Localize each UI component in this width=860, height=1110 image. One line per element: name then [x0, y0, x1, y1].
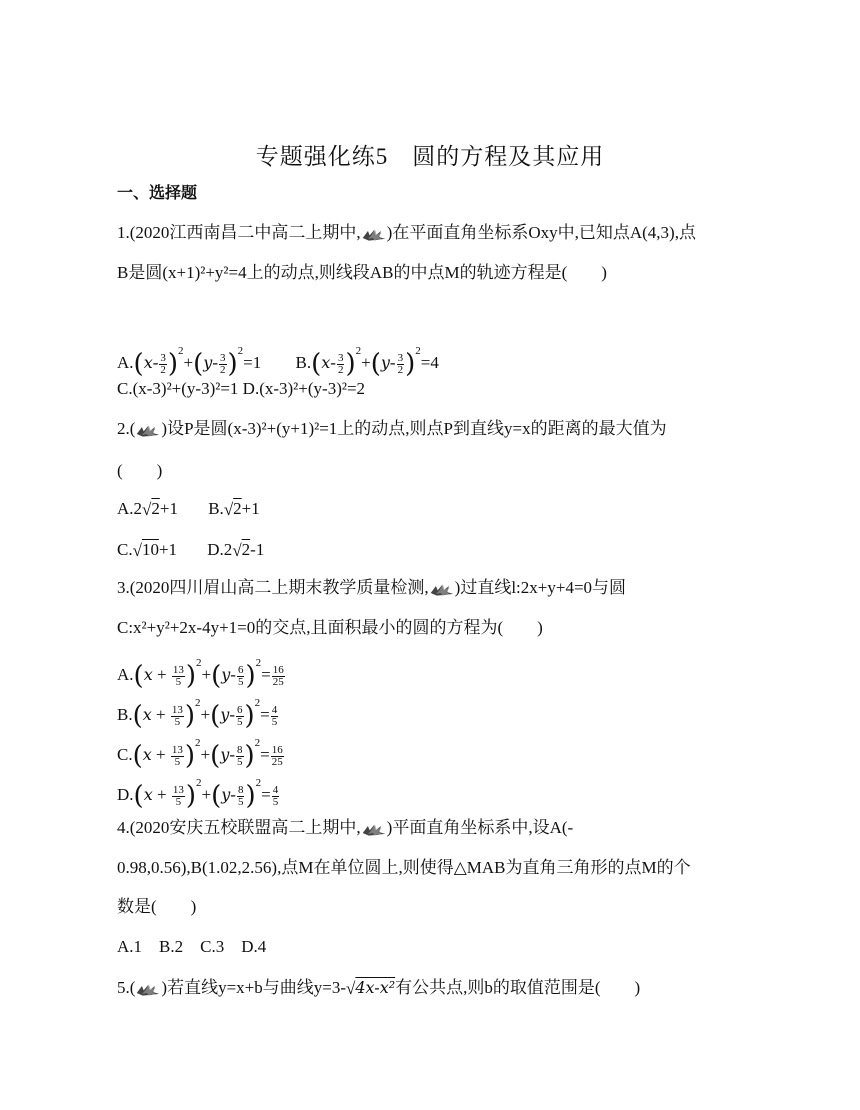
difficulty-star-icon	[429, 582, 455, 597]
question-4-line-2: 0.98,0.56),B(1.02,2.56),点M在单位圆上,则使得△MAB为直角三角形的点M的个	[117, 858, 691, 877]
option-b[interactable]: B.(x- $\frac{3}{2}$ )$^2$+(y- $\frac{3}{2}$ )$^2$=4	[295, 345, 439, 380]
option-b[interactable]: B.√2+1	[208, 499, 260, 520]
question-1-options-ab	[117, 340, 439, 380]
page-title: 专题强化练5 圆的方程及其应用	[255, 144, 605, 169]
question-5-line-1: 5.( )若直线y=x+b与曲线y=3-√4x-x²有公共点,则b的取值范围是( )	[117, 978, 641, 999]
question-3-line-2: C:x²+y²+2x-4y+1=0的交点,且面积最小的圆的方程为( )	[117, 618, 543, 637]
question-3-line-1: 3.(2020四川眉山高二上期末教学质量检测, )过直线l:2x+y+4=0与圆	[117, 578, 627, 597]
difficulty-star-icon	[361, 227, 387, 242]
question-2-line-1: 2.( )设P是圆(x-3)²+(y+1)²=1上的动点,则点P到直线y=x的距离的最大值为	[117, 419, 667, 438]
option-b[interactable]: B.(x + $\frac{13}{5}$ )$^2$+(y- $\frac{6}{5}$ )$^2$= $\frac{4}{5}$	[117, 697, 278, 732]
option-c[interactable]: C.√10+1	[117, 540, 178, 561]
question-2-options-cd	[117, 539, 264, 562]
option-a[interactable]: A.(x- $\frac{3}{2}$ )$^2$+(y- $\frac{3}{2}$ )$^2$=1	[117, 345, 262, 380]
question-1-options-cd[interactable]: C.(x-3)²+(y-3)²=1 D.(x-3)²+(y-3)²=2	[117, 379, 366, 398]
question-4-line-3: 数是( )	[117, 897, 197, 916]
question-4-options[interactable]: A.1 B.2 C.3 D.4	[117, 937, 267, 956]
question-4-line-1: 4.(2020安庆五校联盟高二上期中, )平面直角坐标系中,设A(-	[117, 818, 574, 837]
option-d[interactable]: D.2√2-1	[207, 540, 265, 561]
difficulty-star-icon	[135, 423, 161, 438]
question-2-line-2: ( )	[117, 461, 163, 480]
option-a[interactable]: A.2√2+1	[117, 499, 178, 520]
option-a[interactable]: A.(x + $\frac{13}{5}$ )$^2$+(y- $\frac{6}{5}$ )$^2$= $\frac{16}{25}$	[117, 657, 284, 692]
question-1-line-2: B是圆(x+1)²+y²=4上的动点,则线段AB的中点M的轨迹方程是( )	[117, 263, 607, 282]
difficulty-star-icon	[135, 982, 161, 997]
question-2-options-ab	[117, 498, 260, 521]
section-heading: 一、选择题	[117, 183, 198, 202]
difficulty-star-icon	[361, 822, 387, 837]
option-c[interactable]: C.(x + $\frac{13}{5}$ )$^2$+(y- $\frac{8}{5}$ )$^2$= $\frac{16}{25}$	[117, 737, 283, 772]
option-d[interactable]: D.(x + $\frac{13}{5}$ )$^2$+(y- $\frac{8}{5}$ )$^2$= $\frac{4}{5}$	[117, 777, 279, 812]
question-1-line-1: 1.(2020江西南昌二中高二上期中, )在平面直角坐标系Oxy中,已知点A(4,3),点	[117, 223, 696, 242]
